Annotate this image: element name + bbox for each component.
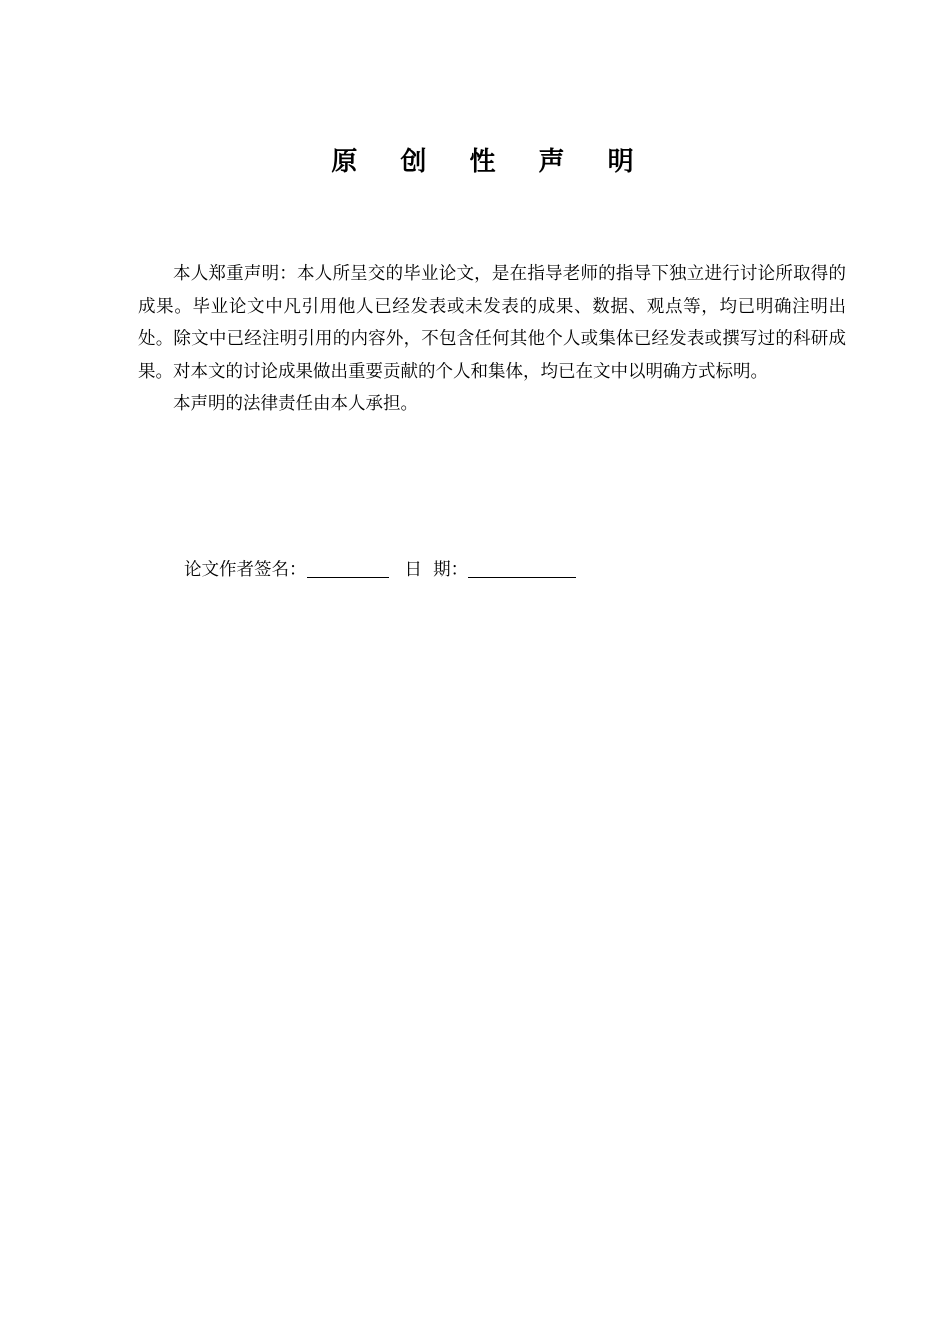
author-signature-blank (307, 557, 389, 578)
declaration-paragraph: 本声明的法律责任由本人承担。 (173, 394, 418, 414)
date-blank (468, 557, 576, 578)
signature-section (184, 556, 576, 584)
author-signature-label: 论文作者签名： (184, 560, 307, 580)
date-label: 日 期： (404, 560, 469, 580)
declaration-body (138, 258, 846, 421)
page-title: 原 创 性 声 明 (331, 147, 651, 177)
declaration-paragraph: 本人郑重声明：本人所呈交的毕业论文，是在指导老师的指导下独立进行讨论所取得的成果。毕业论文中凡引用他人已经发表或未发表的成果、数据、观点等，均已明确注明出处。除文中已经注明引用的内容外，不包含任何其他个人或集体已经发表或撰写过的科研成果。对本文的讨论成果做出重要贡献的个人和集体，均已在文中以明确方式标明。 (138, 264, 846, 382)
